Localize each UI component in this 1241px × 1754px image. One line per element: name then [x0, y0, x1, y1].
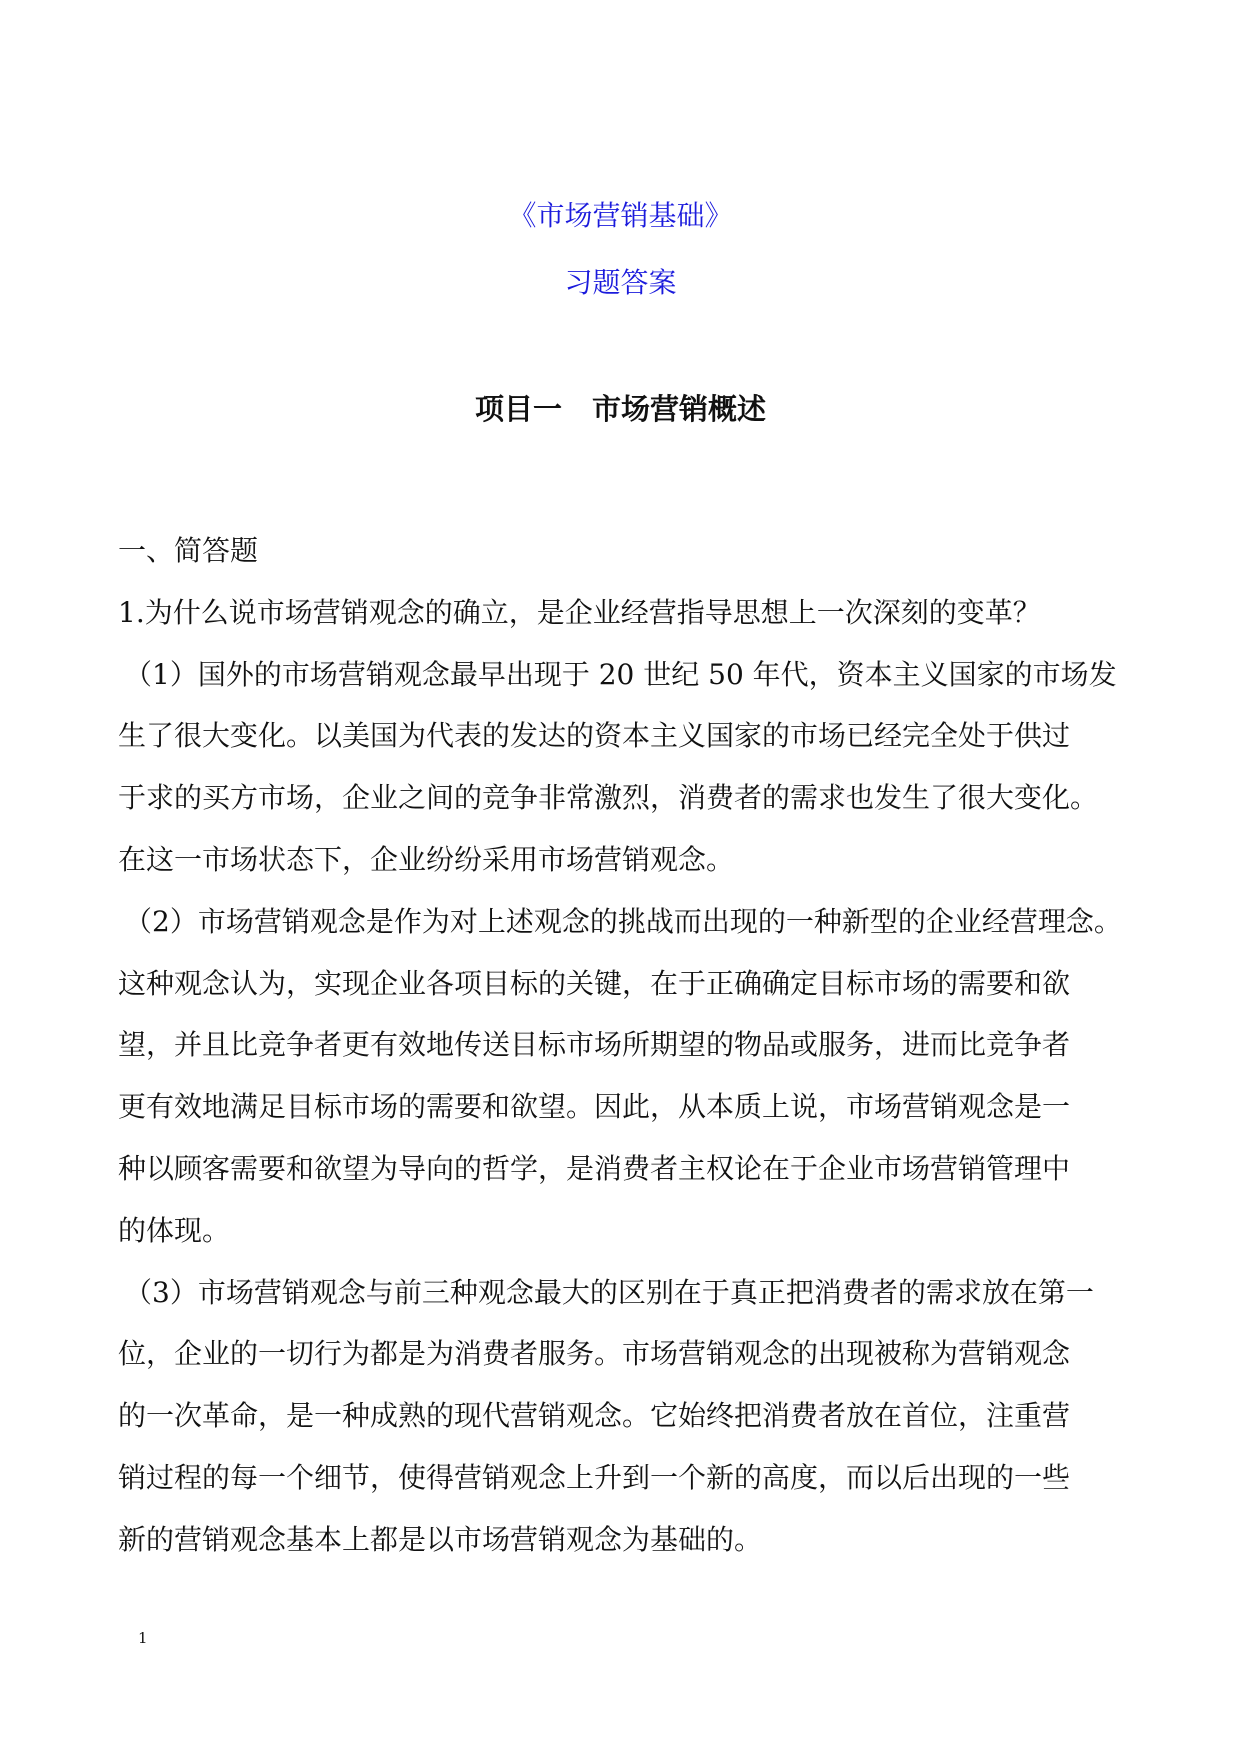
- paragraph-line: （3）市场营销观念与前三种观念最大的区别在于真正把消费者的需求放在第一: [124, 1275, 1094, 1309]
- paragraph-line: （2）市场营销观念是作为对上述观念的挑战而出现的一种新型的企业经营理念。: [124, 904, 1122, 938]
- paragraph-line: 生了很大变化。以美国为代表的发达的资本主义国家的市场已经完全处于供过: [118, 719, 1071, 753]
- paragraph-line: 位，企业的一切行为都是为消费者服务。市场营销观念的出现被称为营销观念: [118, 1337, 1071, 1371]
- chapter-name: 市场营销概述: [592, 392, 767, 426]
- paragraph-line: 于求的买方市场，企业之间的竞争非常激烈，消费者的需求也发生了很大变化。: [118, 781, 1099, 815]
- paragraph-line: 在这一市场状态下，企业纷纷采用市场营销观念。: [118, 842, 735, 876]
- paragraph-line: 这种观念认为，实现企业各项目标的关键，在于正确确定目标市场的需要和欲: [118, 966, 1071, 1000]
- chapter-heading: [0, 389, 1241, 429]
- book-title: 《市场营销基础》: [508, 199, 733, 232]
- paragraph-line: 的体现。: [118, 1213, 231, 1247]
- paragraph-line: 更有效地满足目标市场的需要和欲望。因此，从本质上说，市场营销观念是一: [118, 1090, 1071, 1124]
- sub-title: 习题答案: [564, 266, 677, 299]
- body-text: [118, 520, 1128, 1571]
- paragraph-line: 望，并且比竞争者更有效地传送目标市场所期望的物品或服务，进而比竞争者: [118, 1028, 1071, 1062]
- paragraph-line: 的一次革命，是一种成熟的现代营销观念。它始终把消费者放在首位，注重营: [118, 1399, 1071, 1433]
- chapter-project-label: 项目一: [474, 392, 562, 426]
- question-line: 1.为什么说市场营销观念的确立，是企业经营指导思想上一次深刻的变革？: [118, 595, 1041, 629]
- section-heading: 一、简答题: [118, 534, 259, 567]
- paragraph-line: 销过程的每一个细节，使得营销观念上升到一个新的高度，而以后出现的一些: [118, 1460, 1071, 1494]
- paragraph-line: 种以顾客需要和欲望为导向的哲学，是消费者主权论在于企业市场营销管理中: [118, 1151, 1071, 1185]
- paragraph-line: 新的营销观念基本上都是以市场营销观念为基础的。: [118, 1522, 763, 1556]
- paragraph-line: （1）国外的市场营销观念最早出现于 20 世纪 50 年代，资本主义国家的市场发: [124, 657, 1117, 691]
- page-number: 1: [138, 1629, 148, 1647]
